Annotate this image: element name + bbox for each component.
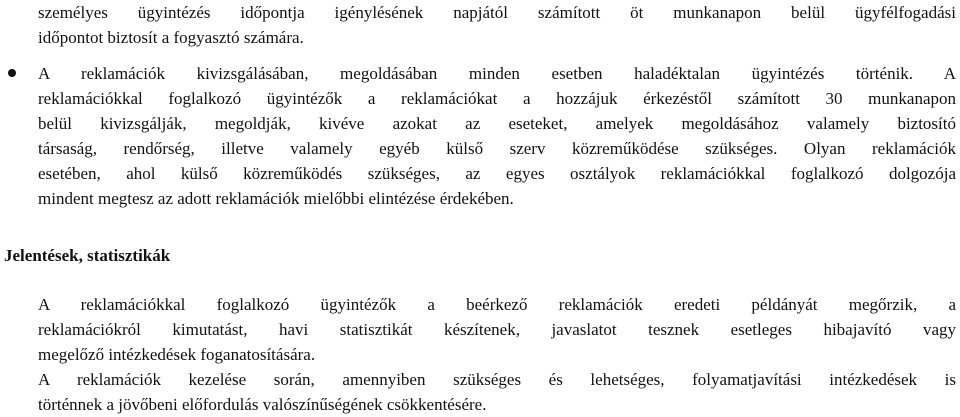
section-heading: Jelentések, statisztikák [4, 246, 171, 265]
text-line: mindent megtesz az adott reklamációk mielőbbi elintézése érdekében. [38, 189, 514, 208]
text-line: történnek a jövőbeni előfordulás valószínűségének csökkentésére. [38, 395, 487, 414]
bullet-icon [8, 69, 16, 77]
paragraph-complaint-handling [38, 61, 956, 211]
text-line: reklamációkról kimutatást, havi statisztikát készítenek, javaslatot tesznek esetleges hibajavító vagy [38, 320, 956, 339]
text-line: megelőző intézkedések foganatosítására. [38, 345, 316, 364]
text-line: reklamációkkal foglalkozó ügyintézők a reklamációkat a hozzájuk érkezéstől számított 30 munkanapon [38, 89, 956, 108]
text-line: A reklamációk kivizsgálásában, megoldásában minden esetben haladéktalan ügyintézés történik. A [38, 64, 956, 83]
text-line: A reklamációk kezelése során, amennyiben szükséges és lehetséges, folyamatjavítási intézkedések is [38, 370, 956, 389]
text-line: esetében, ahol külső közreműködés szükséges, az egyes osztályok reklamációkkal foglalkozó dolgozója [38, 164, 956, 183]
text-line: belül kivizsgálják, megoldják, kivéve azokat az eseteket, amelyek megoldásához valamely biztosító [38, 114, 956, 133]
paragraph-continuation [38, 0, 956, 50]
paragraph-reports [38, 292, 956, 417]
text-line: személyes ügyintézés időpontja igénylésének napjától számított öt munkanapon belül ügyfélfogadási [38, 3, 956, 22]
text-line: társaság, rendőrség, illetve valamely egyéb külső szerv közreműködése szükséges. Olyan reklamációk [38, 139, 956, 158]
text-line: időpontot biztosít a fogyasztó számára. [38, 28, 304, 47]
text-line: A reklamációkkal foglalkozó ügyintézők a beérkező reklamációk eredeti példányát megőrzik, a [38, 295, 956, 314]
